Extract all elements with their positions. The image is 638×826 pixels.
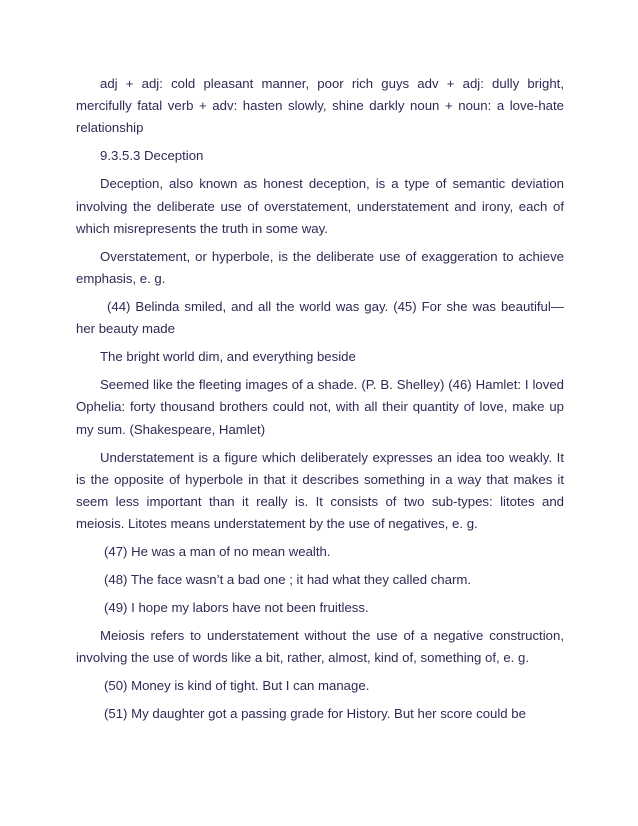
example-51: (51) My daughter got a passing grade for History. But her score could be: [104, 706, 526, 722]
paragraph-understatement-definition: Understatement is a figure which deliberately expresses an idea too weakly. It is the opposite of hyperbole in that it describes something in a way that makes it seem less important than it really is. It consists of two sub-types: litotes and meiosis. Litotes means understatement by the use of negatives, e. g.: [76, 449, 564, 532]
page-body: [76, 73, 564, 727]
paragraph-deception-definition: Deception, also known as honest deception, is a type of semantic deviation involving the deliberate use of overstatement, understatement and irony, each of which misrepresents the truth in some way.: [76, 176, 564, 236]
example-50: (50) Money is kind of tight. But I can manage.: [104, 678, 370, 694]
example-48: (48) The face wasn’t a bad one ; it had what they called charm.: [104, 572, 472, 588]
paragraph-collocation-examples: adj + adj: cold pleasant manner, poor rich guys adv + adj: dully bright, mercifully fatal verb + adv: hasten slowly, shine darkly noun + noun: a love-hate relationship: [76, 76, 564, 136]
quote-line-bright-world: The bright world dim, and everything beside: [100, 349, 356, 365]
example-44-45: (44) Belinda smiled, and all the world was gay. (45) For she was beautiful—her beauty made: [76, 299, 564, 337]
example-49: (49) I hope my labors have not been fruitless.: [104, 600, 369, 616]
paragraph-meiosis-definition: Meiosis refers to understatement without the use of a negative construction, involving the use of words like a bit, rather, almost, kind of, something of, e. g.: [76, 628, 564, 666]
paragraph-overstatement-definition: Overstatement, or hyperbole, is the deliberate use of exaggeration to achieve emphasis, e. g.: [76, 248, 564, 287]
example-47: (47) He was a man of no mean wealth.: [104, 544, 331, 560]
quote-line-shelley-hamlet: Seemed like the fleeting images of a shade. (P. B. Shelley) (46) Hamlet: I loved Ophelia: forty thousand brothers could not, with all their quantity of love, make up my sum. (Shakespeare, Hamlet): [76, 377, 564, 437]
section-heading-deception: 9.3.5.3 Deception: [100, 148, 204, 164]
